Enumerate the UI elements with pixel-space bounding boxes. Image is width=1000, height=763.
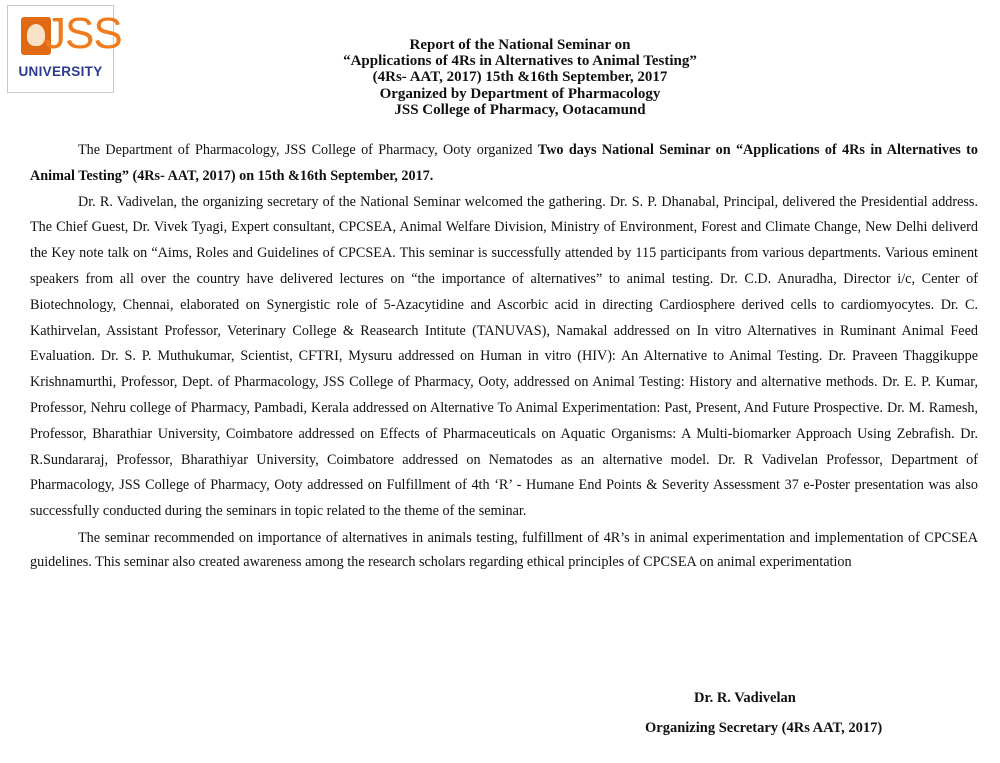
intro-bold-text: Two days National Seminar on “Applications of 4Rs in Alternatives to Animal Testing” (4Rs- AAT, 2017) on 15th &16th September, 2017. (30, 142, 978, 184)
heading-line-5: JSS College of Pharmacy, Ootacamund (394, 101, 646, 118)
intro-text: The Department of Pharmacology, JSS College of Pharmacy, Ooty organized (78, 142, 538, 158)
heading-line-4: Organized by Department of Pharmacology (379, 85, 661, 102)
report-body (30, 138, 978, 575)
logo-brand-text: JSS (44, 9, 122, 58)
recommendation-paragraph: The seminar recommended on importance of alternatives in animals testing, fulfillment of 4R’s in animal experimentation and implementation of CPCSEA guidelines. This seminar also created awareness among the research scholars regarding ethical principles of CPCSEA on animal experimentation (30, 529, 978, 571)
heading-line-2: “Applications of 4Rs in Alternatives to Animal Testing” (343, 53, 697, 70)
proceedings-paragraph: Dr. R. Vadivelan, the organizing secretary of the National Seminar welcomed the gathering. Dr. S. P. Dhanabal, Principal, delivered the Presidential address. The Chief Guest, Dr. Vivek Tyagi, Expert consultant, CPCSEA, Animal Welfare Division, Ministry of Environment, Forest and Climate Change, New Delhi deliverd the Key note talk on “Aims, Roles and Guidelines of CPCSEA. This seminar is successfully attended by 115 participants from various departments. Various eminent speakers from all over the country have delivered lectures on “the importance of alternatives” to animal testing. Dr. C.D. Anuradha, Director i/c, Center of Biotechnology, Chennai, elaborated on Synergistic role of 5-Azacytidine and Ascorbic acid in directing Cardiosphere derived cells to cardiomyocytes. Dr. C. Kathirvelan, Assistant Professor, Veterinary College & Reasearch Intitute (TANUVAS), Namakal addressed on In vitro Alternatives in Ruminant Animal Feed Evaluation. Dr. S. P. Muthukumar, Scientist, CFTRI, Mysuru addressed on Human in vitro (HIV): An Alternative to Animal Testing. Dr. Praveen Thaggikuppe Krishnamurthi, Professor, Dept. of Pharmacology, JSS College of Pharmacy, Ooty, addressed on Animal Testing: History and alternative methods. Dr. E. P. Kumar, Professor, Nehru college of Pharmacy, Pambadi, Kerala addressed on Alternative To Animal Experimentation: Past, Present, And Future Prospective. Dr. M. Ramesh, Professor, Bharathiar University, Coimbatore addressed on Effects of Pharmaceuticals on Aquatic Organisms: A Multi-biomarker Approach Using Zebrafish. Dr. R.Sundararaj, Professor, Bharathiyar University, Coimbatore addressed on Nematodes as an alternative model. Dr. R Vadivelan Professor, Department of Pharmacology, JSS College of Pharmacy, Ooty addressed on Fulfillment of 4th ‘R’ - Humane End Points & Severity Assessment 37 e-Poster presentation was also successfully conducted during the seminars in topic related to the theme of the seminar. (30, 193, 978, 520)
heading-line-1: Report of the National Seminar on (409, 37, 631, 53)
heading-line-3: (4Rs- AAT, 2017) 15th &16th September, 2017 (372, 69, 668, 86)
intro-paragraph (30, 138, 978, 190)
signatory-role: Organizing Secretary (4Rs AAT, 2017) (645, 720, 883, 736)
jss-university-logo (7, 5, 122, 93)
report-heading (200, 37, 840, 118)
logo-university-text: UNIVERSITY (18, 64, 103, 79)
signatory-name: Dr. R. Vadivelan (694, 690, 796, 706)
